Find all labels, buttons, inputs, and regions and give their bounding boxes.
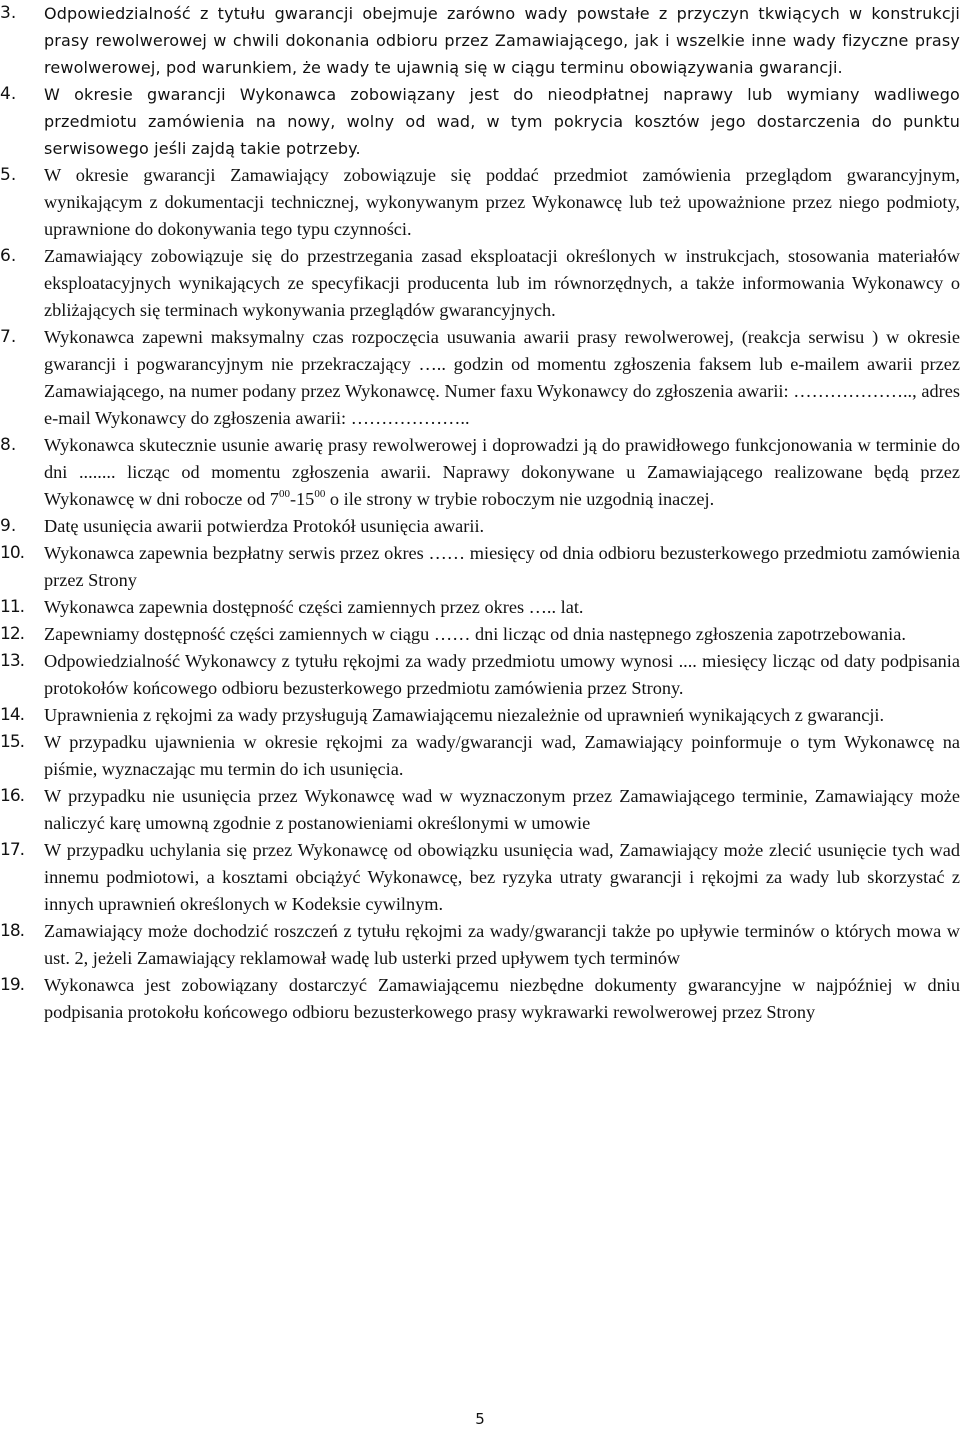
clause-8 <box>0 432 960 513</box>
clause-18 <box>0 918 960 972</box>
clause-6 <box>0 243 960 324</box>
clause-3 <box>0 0 960 81</box>
clause-number: 10. <box>0 543 25 563</box>
clause-number: 6. <box>0 246 17 266</box>
clause-14 <box>0 702 960 729</box>
clause-number: 7. <box>0 327 17 347</box>
clause-9 <box>0 513 960 540</box>
clause-text: Wykonawca jest zobowiązany dostarczyć Zamawiającemu niezbędne dokumenty gwarancyjne w najpóźniej w dniu podpisania protokołu końcowego odbioru bezusterkowego prasy wykrawarki rewolwerowej przez Strony <box>44 975 960 1022</box>
clause-text: Zamawiający zobowiązuje się do przestrzegania zasad eksploatacji określonych w instrukcjach, stosowania materiałów eksploatacyjnych wynikających ze specyfikacji producenta lub im równorzędnych, a także informowania Wykonawcy o zbliżających się terminach wykonywania przeglądów gwarancyjnych. <box>44 246 960 320</box>
clause-12 <box>0 621 960 648</box>
clause-text: Wykonawca zapewni maksymalny czas rozpoczęcia usuwania awarii prasy rewolwerowej, (reakcja serwisu ) w okresie gwarancji i pogwarancyjnym nie przekraczający ….. godzin od momentu zgłoszenia faksem lub e-mailem awarii przez Zamawiającego, na numer podany przez Wykonawcę. Numer faxu Wykonawcy do zgłoszenia awarii: ……………….., adres e-mail Wykonawcy do zgłoszenia awarii: ……………….. <box>44 327 960 428</box>
clause-number: 13. <box>0 651 25 671</box>
clause-text: Datę usunięcia awarii potwierdza Protokół usunięcia awarii. <box>44 516 485 536</box>
clause-4 <box>0 81 960 162</box>
clause-text: Zamawiający może dochodzić roszczeń z tytułu rękojmi za wady/gwarancji także po upływie terminów o których mowa w ust. 2, jeżeli Zamawiający reklamował wadę lub usterki przed upływem tych terminów <box>44 921 960 968</box>
clause-text-part: o ile strony w trybie roboczym nie uzgodnią inaczej. <box>325 489 715 509</box>
clause-number: 3. <box>0 3 17 23</box>
clause-19 <box>0 972 960 1026</box>
clause-number: 4. <box>0 84 17 104</box>
superscript-minutes: 00 <box>314 488 326 500</box>
clause-number: 16. <box>0 786 25 806</box>
clause-17 <box>0 837 960 918</box>
clause-text: W przypadku nie usunięcia przez Wykonawcę wad w wyznaczonym przez Zamawiającego terminie, Zamawiający może naliczyć karę umowną zgodnie z postanowieniami określonymi w umowie <box>44 786 960 833</box>
clause-text: Zapewniamy dostępność części zamiennych w ciągu …… dni licząc od dnia następnego zgłoszenia zapotrzebowania. <box>44 624 906 644</box>
clause-number: 9. <box>0 516 17 536</box>
page-number: 5 <box>475 1410 485 1428</box>
clause-number: 18. <box>0 921 25 941</box>
clause-text <box>44 432 960 513</box>
clause-number: 19. <box>0 975 25 995</box>
clause-text: W okresie gwarancji Zamawiający zobowiązuje się poddać przedmiot zamówienia przeglądom gwarancyjnym, wynikającym z dokumentacji technicznej, wykonywanym przez Wykonawcę lub też upoważnione przez niego podmioty, uprawnione do dokonywania tego typu czynności. <box>44 165 960 239</box>
clause-7 <box>0 324 960 432</box>
clause-16 <box>0 783 960 837</box>
superscript-minutes: 00 <box>278 488 290 500</box>
clause-text: W przypadku ujawnienia w okresie rękojmi za wady/gwarancji wad, Zamawiający poinformuje o tym Wykonawcę na piśmie, wyznaczając mu termin do ich usunięcia. <box>44 732 960 779</box>
clause-number: 11. <box>0 597 25 617</box>
clause-number: 17. <box>0 840 25 860</box>
clause-text: Wykonawca zapewnia dostępność części zamiennych przez okres ….. lat. <box>44 597 584 617</box>
clause-number: 15. <box>0 732 25 752</box>
clause-number: 5. <box>0 165 17 185</box>
clause-text: Odpowiedzialność z tytułu gwarancji obejmuje zarówno wady powstałe z przyczyn tkwiących w konstrukcji prasy rewolwerowej w chwili dokonania odbioru przez Zamawiającego, jak i wszelkie inne wady fizyczne prasy rewolwerowej, pod warunkiem, że wady te ujawnią się w ciągu terminu obowiązywania gwarancji. <box>44 4 960 77</box>
clause-text-part: -15 <box>289 489 315 509</box>
clause-10 <box>0 540 960 594</box>
clause-13 <box>0 648 960 702</box>
clause-11 <box>0 594 960 621</box>
clause-number: 14. <box>0 705 25 725</box>
clause-text: Uprawnienia z rękojmi za wady przysługują Zamawiającemu niezależnie od uprawnień wynikających z gwarancji. <box>44 705 885 725</box>
clause-number: 12. <box>0 624 25 644</box>
clause-number: 8. <box>0 435 17 455</box>
clause-5 <box>0 162 960 243</box>
clause-text: Odpowiedzialność Wykonawcy z tytułu rękojmi za wady przedmiotu umowy wynosi .... miesięcy licząc od daty podpisania protokołów końcowego odbioru bezusterkowego przedmiotu zamówienia przez Strony. <box>44 651 960 698</box>
clause-15 <box>0 729 960 783</box>
clause-text-part: Wykonawca skutecznie usunie awarię prasy rewolwerowej i doprowadzi ją do prawidłowego funkcjonowania w terminie do dni ........ licząc od momentu zgłoszenia awarii. Naprawy dokonywane u Zamawiającego realizowane będą przez Wykonawcę w dni robocze od 7 <box>44 435 960 509</box>
clause-text: Wykonawca zapewnia bezpłatny serwis przez okres …… miesięcy od dnia odbioru bezusterkowego przedmiotu zamówienia przez Strony <box>44 543 960 590</box>
clause-text: W przypadku uchylania się przez Wykonawcę od obowiązku usunięcia wad, Zamawiający może zlecić usunięcie tych wad innemu podmiotowi, a kosztami obciążyć Wykonawcę, bez ryzyka utraty gwarancji i rękojmi za wady lub skorzystać z innych uprawnień określonych w Kodeksie cywilnym. <box>44 840 960 914</box>
clause-text: W okresie gwarancji Wykonawca zobowiązany jest do nieodpłatnej naprawy lub wymiany wadliwego przedmiotu zamówienia na nowy, wolny od wad, w tym pokrycia kosztów jego dostarczenia do punktu serwisowego jeśli zajdą takie potrzeby. <box>44 85 960 158</box>
